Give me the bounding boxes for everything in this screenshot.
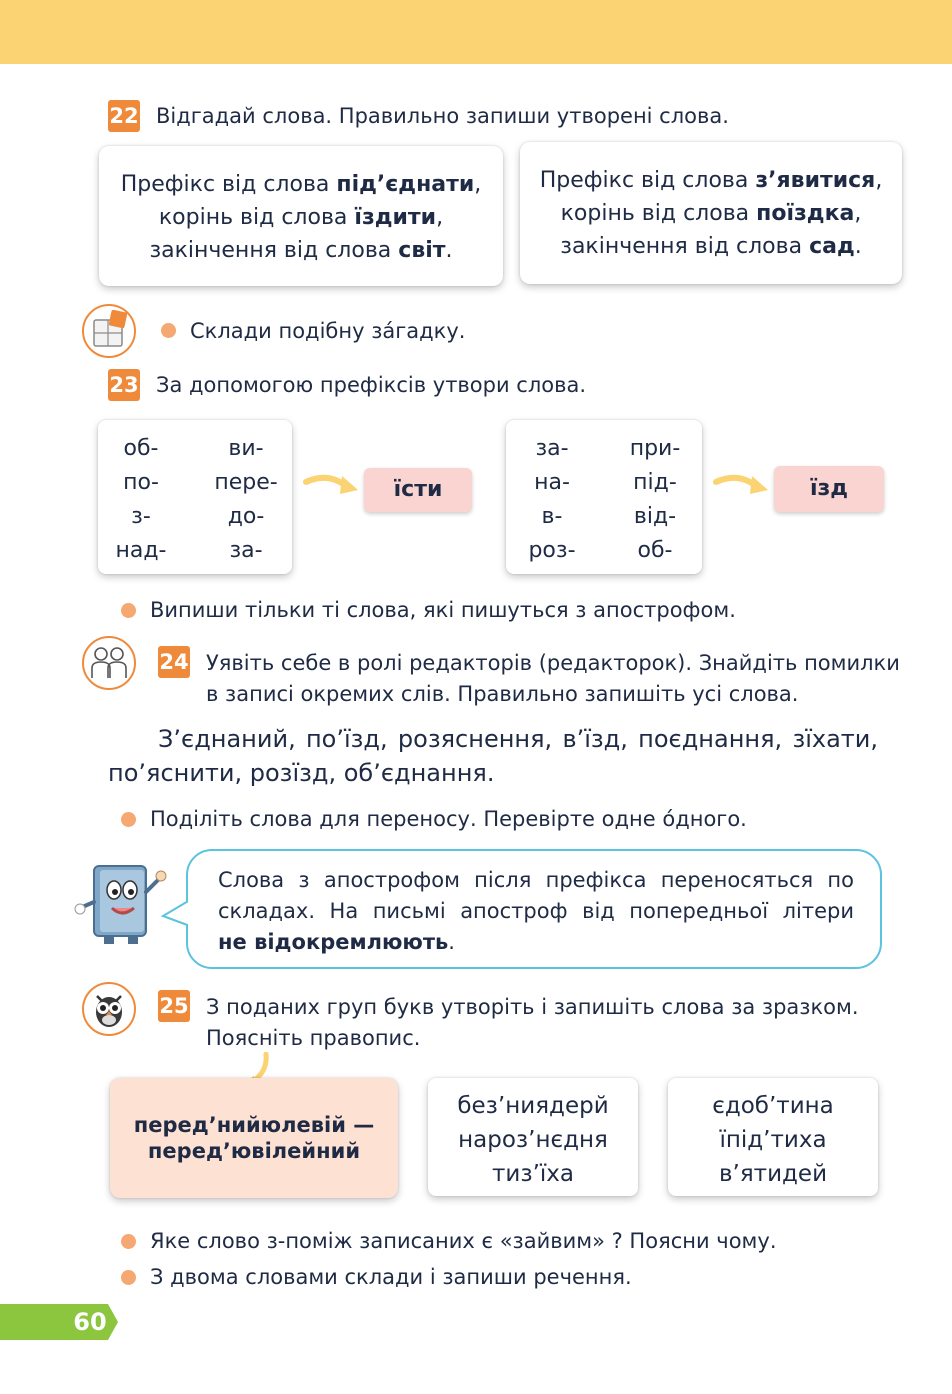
riddle-card-2: [520, 142, 902, 284]
prefix-column-right: [618, 432, 692, 568]
task-number-25: 25: [158, 990, 190, 1022]
error-words-line-2: по’яснити, розїзд, об’єднання.: [108, 759, 495, 787]
prefix-item: з-: [131, 504, 151, 529]
prefix-item: при-: [629, 436, 681, 461]
task-22-instruction: Відгадай слова. Правильно запиши утворені слова.: [156, 104, 729, 128]
prefix-item: за-: [535, 436, 569, 461]
prefix-item: над-: [115, 538, 167, 563]
prefix-box-1: [98, 420, 292, 574]
prefix-item: під-: [633, 470, 677, 495]
task-25-subtask-2: З двома словами склади і запиши речення.: [150, 1265, 632, 1289]
bullet: [121, 1270, 136, 1285]
prefix-column-right: [206, 432, 286, 568]
prefix-item: від-: [633, 504, 677, 529]
owl-icon: [82, 982, 136, 1036]
task-25-instruction-line-1: З поданих груп букв утворіть і запишіть слова за зразком.: [206, 995, 859, 1019]
task-23-instruction: За допомогою префіксів утвори слова.: [156, 373, 587, 397]
riddle-2-line-2: корінь від слова поїздка,: [560, 201, 862, 226]
task-24-subtask: Поділіть слова для переносу. Перевірте одне о́дного.: [150, 807, 747, 831]
riddle-1-line-2: корінь від слова їздити,: [158, 205, 444, 230]
root-box-1: їсти: [364, 468, 472, 512]
root-box-2: їзд: [774, 466, 884, 512]
prefix-item: роз-: [528, 538, 576, 563]
arrow-icon: [712, 470, 770, 500]
prefix-item: в-: [541, 504, 563, 529]
prefix-column-left: [514, 432, 590, 568]
riddle-card-1: [99, 146, 503, 286]
example-card: [110, 1078, 398, 1198]
riddle-1-line-1: Префікс від слова під’єднати,: [120, 172, 482, 197]
book-mascot-icon: [74, 852, 174, 948]
example-line-2: перед’ювілейний: [147, 1139, 361, 1163]
top-band: [0, 0, 952, 64]
prefix-item: на-: [534, 470, 570, 495]
task-24-instruction-line-2: в записі окремих слів. Правильно запишіть усі слова.: [206, 682, 799, 706]
task-23-subtask: Випиши тільки ті слова, які пишуться з апострофом.: [150, 598, 736, 622]
rule-text: [218, 865, 854, 958]
bullet: [161, 323, 176, 338]
example-line-1: перед’нийюлевій —: [133, 1113, 375, 1137]
arrow-icon: [302, 470, 360, 500]
prefix-item: по-: [123, 470, 159, 495]
task-number-22: 22: [108, 100, 140, 132]
riddle-2-line-3: закінчення від слова сад.: [560, 234, 862, 259]
rule-line-1: Слова з апострофом після префікса переносяться по: [218, 868, 854, 892]
prefix-item: ви-: [228, 436, 264, 461]
rule-line-3: не відокремлюють.: [218, 930, 455, 954]
letters-card-1: [428, 1078, 638, 1196]
puzzle-icon: [82, 304, 136, 358]
rule-line-2: складах. На письмі апостроф від попередньої літери: [218, 899, 854, 923]
prefix-item: об-: [123, 436, 159, 461]
page-number: 60: [73, 1308, 107, 1336]
prefix-item: об-: [637, 538, 673, 563]
task-number-23: 23: [108, 369, 140, 401]
pair-work-icon: [82, 636, 136, 690]
letter-group: єдоб’тина: [712, 1093, 834, 1119]
letters-card-2: [668, 1078, 878, 1196]
task-number-24: 24: [158, 646, 190, 678]
bullet: [121, 1234, 136, 1249]
riddle-2-line-1: Префікс від слова з’явитися,: [539, 168, 883, 193]
task-25-subtask-1: Яке слово з-поміж записаних є «зайвим» ? Поясни чому.: [150, 1229, 777, 1253]
bubble-tail: [160, 898, 192, 930]
letter-group: нароз’нєдня: [458, 1127, 608, 1153]
bullet: [121, 812, 136, 827]
letter-group: без’ниядерй: [457, 1093, 609, 1119]
riddle-1-line-3: закінчення від слова світ.: [149, 238, 453, 263]
task-25-instruction-line-2: Поясніть правопис.: [206, 1026, 421, 1050]
error-words-line-1: З’єднаний, по’їзд, розяснення, в’їзд, поєднання, зїхати,: [158, 725, 878, 753]
task-24-instruction-line-1: Уявіть себе в ролі редакторів (редакторок). Знайдіть помилки: [206, 651, 900, 675]
prefix-box-2: [506, 420, 702, 574]
prefix-item: до-: [227, 504, 265, 529]
task-22-subtask: Склади подібну за́гадку.: [190, 319, 466, 343]
letter-group: в’ятидей: [718, 1161, 828, 1187]
prefix-item: пере-: [214, 470, 278, 495]
prefix-item: за-: [229, 538, 263, 563]
bullet: [121, 603, 136, 618]
letter-group: їпід’тиха: [719, 1127, 827, 1153]
letter-group: тиз’їха: [492, 1161, 574, 1187]
prefix-column-left: [106, 432, 176, 568]
